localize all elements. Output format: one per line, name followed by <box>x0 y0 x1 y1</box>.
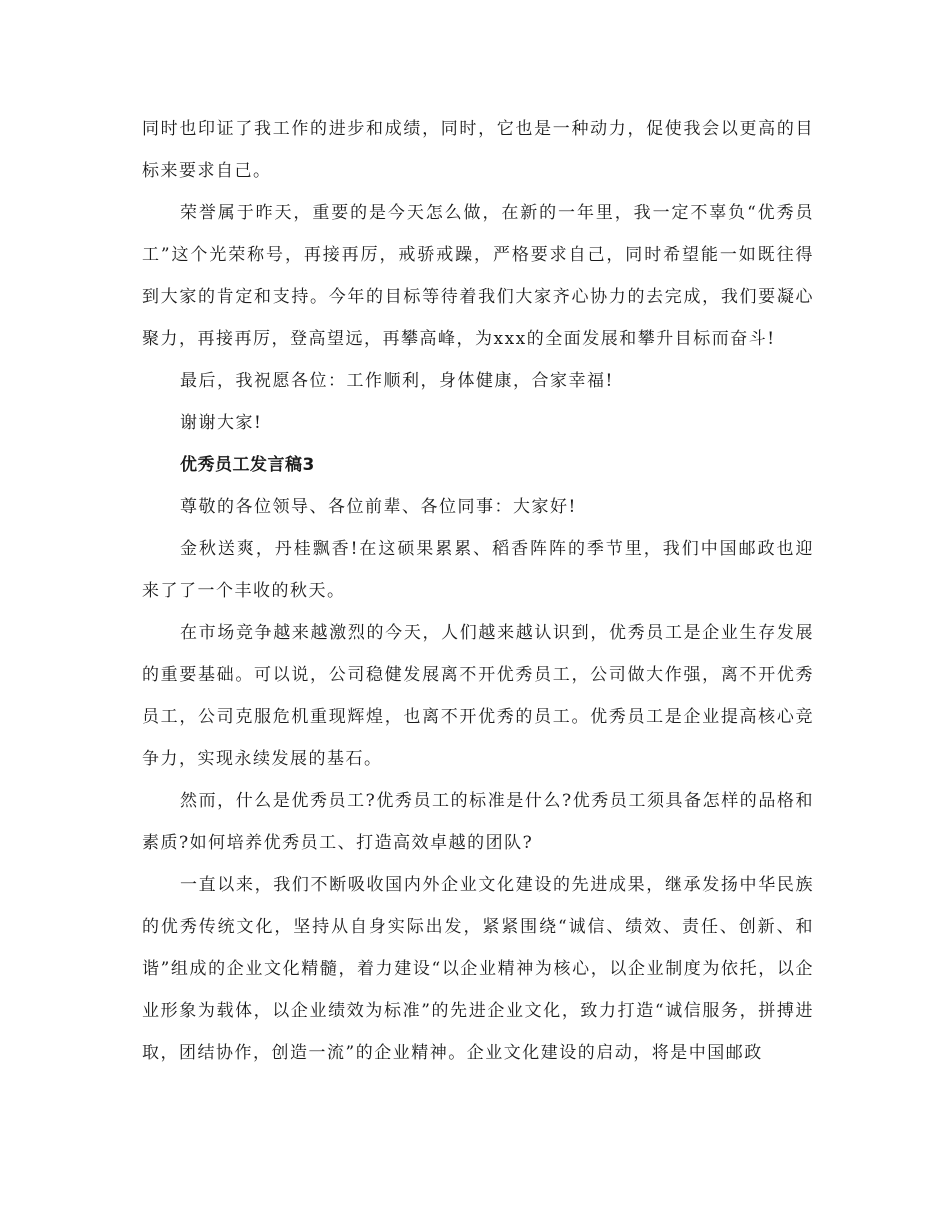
document-body <box>142 108 814 1074</box>
paragraph-greeting: 尊敬的各位领导、各位前辈、各位同事：大家好! <box>180 497 577 517</box>
paragraph-thanks: 谢谢大家! <box>180 413 263 433</box>
paragraph-questions: 然而，什么是优秀员工?优秀员工的标准是什么?优秀员工须具备怎样的品格和素质?如何培养优秀员工、打造高效卓越的团队? <box>142 791 814 853</box>
section-heading: 优秀员工发言稿3 <box>180 455 315 475</box>
paragraph-autumn: 金秋送爽，丹桂飘香!在这硕果累累、稻香阵阵的季节里，我们中国邮政也迎来了了一个丰收的秋天。 <box>142 539 814 601</box>
paragraph-market: 在市场竞争越来越激烈的今天，人们越来越认识到，优秀员工是企业生存发展的重要基础。可以说，公司稳健发展离不开优秀员工，公司做大作强，离不开优秀员工，公司克服危机重现辉煌，也离不开优秀的员工。优秀员工是企业提高核心竞争力，实现永续发展的基石。 <box>142 623 814 769</box>
paragraph-honor: 荣誉属于昨天，重要的是今天怎么做，在新的一年里，我一定不辜负“优秀员工”这个光荣称号，再接再厉，戒骄戒躁，严格要求自己，同时希望能一如既往得到大家的肯定和支持。今年的目标等待着我们大家齐心协力的去完成，我们要凝心聚力，再接再厉，登高望远，再攀高峰，为xxx的全面发展和攀升目标而奋斗! <box>142 203 814 349</box>
paragraph-culture: 一直以来，我们不断吸收国内外企业文化建设的先进成果，继承发扬中华民族的优秀传统文化，坚持从自身实际出发，紧紧围绕“诚信、绩效、责任、创新、和谐”组成的企业文化精髓，着力建设“以企业精神为核心，以企业制度为依托，以企业形象为载体，以企业绩效为标准”的先进企业文化，致力打造“诚信服务，拼搏进取，团结协作，创造一流”的企业精神。企业文化建设的启动，将是中国邮政 <box>142 875 814 1063</box>
paragraph-wishes: 最后，我祝愿各位：工作顺利，身体健康，合家幸福! <box>180 371 614 391</box>
paragraph-continuation: 同时也印证了我工作的进步和成绩，同时，它也是一种动力，促使我会以更高的目标来要求自己。 <box>142 119 814 181</box>
